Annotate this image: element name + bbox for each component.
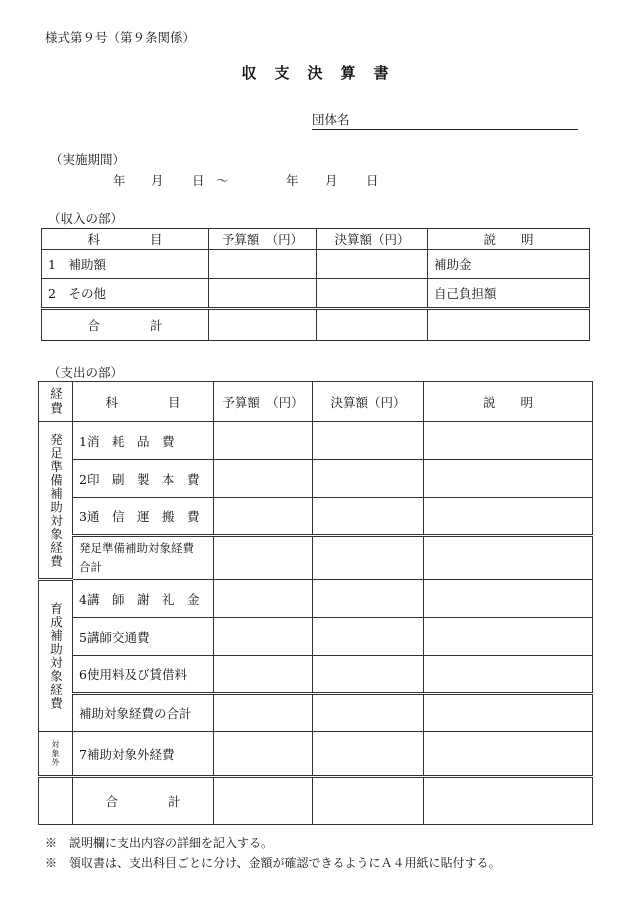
expense-header-row: [39, 382, 593, 422]
income-header-budget: 予算額 （円）: [209, 229, 317, 250]
expense-budget-cell[interactable]: [214, 580, 313, 618]
income-table: [41, 228, 590, 341]
expense-budget-cell[interactable]: [214, 732, 313, 777]
expense-item: 1消 耗 品 費: [73, 422, 214, 460]
expense-item: 2印 刷 製 本 費: [73, 460, 214, 498]
expense-header-explanation: 説 明: [424, 382, 593, 422]
group-label-preparation: 発足準備補助対象経費: [39, 422, 73, 580]
expense-explanation-cell[interactable]: [424, 656, 593, 694]
expense-header-settlement: 決算額（円）: [313, 382, 424, 422]
expense-row: [39, 656, 593, 694]
expense-table: [38, 381, 593, 825]
expense-row: [39, 460, 593, 498]
expense-subtotal-row: [39, 536, 593, 580]
start-month-label: 月: [151, 173, 164, 188]
expense-explanation-cell[interactable]: [424, 580, 593, 618]
expense-budget-cell[interactable]: [214, 618, 313, 656]
expense-total-settlement-cell[interactable]: [313, 777, 424, 825]
expense-header-category: 経費: [39, 382, 73, 422]
expense-item: 4講 師 謝 礼 金: [73, 580, 214, 618]
expense-item: 5講師交通費: [73, 618, 214, 656]
expense-header-budget: 予算額 （円）: [214, 382, 313, 422]
expense-subtotal-row: [39, 694, 593, 732]
income-settlement-cell[interactable]: [317, 250, 428, 279]
expense-header-item: 科 目: [73, 382, 214, 422]
group-label-development: 育成補助対象経費: [39, 580, 73, 732]
expense-budget-cell[interactable]: [214, 694, 313, 732]
expense-budget-cell[interactable]: [214, 536, 313, 580]
expense-budget-cell[interactable]: [214, 498, 313, 536]
income-item: 1 補助額: [42, 250, 209, 279]
end-day-label: 日: [366, 173, 379, 188]
organization-name-field[interactable]: [312, 110, 578, 130]
expense-row: [39, 498, 593, 536]
start-day-label: 日: [192, 173, 205, 188]
expense-explanation-cell[interactable]: [424, 460, 593, 498]
form-number: 様式第９号（第９条関係）: [45, 30, 196, 45]
expense-total-category-cell: [39, 777, 73, 825]
income-header-settlement: 決算額（円）: [317, 229, 428, 250]
expense-settlement-cell[interactable]: [313, 618, 424, 656]
income-explanation: 自己負担額: [428, 279, 590, 309]
document-title: 収支決算書: [241, 64, 407, 82]
expense-settlement-cell[interactable]: [313, 732, 424, 777]
organization-label: 団体名: [312, 112, 350, 127]
group-label-excluded: 対象外: [39, 732, 73, 777]
income-header-item: 科 目: [42, 229, 209, 250]
end-month-label: 月: [325, 173, 338, 188]
expense-total-label: 合 計: [73, 777, 214, 825]
expense-row: [39, 732, 593, 777]
expense-budget-cell[interactable]: [214, 656, 313, 694]
expense-item: 3通 信 運 搬 費: [73, 498, 214, 536]
income-item: 2 その他: [42, 279, 209, 309]
expense-item: 6使用料及び賃借料: [73, 656, 214, 694]
income-total-explanation-cell[interactable]: [428, 309, 590, 341]
expense-explanation-cell[interactable]: [424, 694, 593, 732]
expense-total-row: [39, 777, 593, 825]
income-budget-cell[interactable]: [209, 279, 317, 309]
period-tilde: ～: [216, 173, 229, 188]
expense-row: [39, 618, 593, 656]
income-total-row: [42, 309, 590, 341]
note-explanation: ※ 説明欄に支出内容の詳細を記入する。: [45, 836, 274, 850]
end-year-label: 年: [286, 173, 299, 188]
expense-explanation-cell[interactable]: [424, 618, 593, 656]
expense-settlement-cell[interactable]: [313, 498, 424, 536]
expense-explanation-cell[interactable]: [424, 498, 593, 536]
expense-row: [39, 580, 593, 618]
income-row: [42, 279, 590, 309]
expense-budget-cell[interactable]: [214, 460, 313, 498]
expense-total-explanation-cell[interactable]: [424, 777, 593, 825]
expense-budget-cell[interactable]: [214, 422, 313, 460]
expense-settlement-cell[interactable]: [313, 694, 424, 732]
expense-explanation-cell[interactable]: [424, 732, 593, 777]
expense-section-label: （支出の部）: [48, 365, 124, 380]
expense-row: [39, 422, 593, 460]
expense-settlement-cell[interactable]: [313, 580, 424, 618]
income-header-row: [42, 229, 590, 250]
income-settlement-cell[interactable]: [317, 279, 428, 309]
subtotal-label-preparation: 発足準備補助対象経費 合計: [73, 536, 214, 580]
income-header-explanation: 説 明: [428, 229, 590, 250]
expense-explanation-cell[interactable]: [424, 422, 593, 460]
income-row: [42, 250, 590, 279]
expense-settlement-cell[interactable]: [313, 422, 424, 460]
income-explanation: 補助金: [428, 250, 590, 279]
subtotal-label-development: 補助対象経費の合計: [73, 694, 214, 732]
start-year-label: 年: [113, 173, 126, 188]
income-total-settlement-cell[interactable]: [317, 309, 428, 341]
note-receipts: ※ 領収書は、支出科目ごとに分け、金額が確認できるようにＡ４用紙に貼付する。: [45, 856, 501, 870]
expense-settlement-cell[interactable]: [313, 536, 424, 580]
expense-item: 7補助対象外経費: [73, 732, 214, 777]
income-section-label: （収入の部）: [48, 211, 124, 226]
income-total-label: 合 計: [42, 309, 209, 341]
expense-explanation-cell[interactable]: [424, 536, 593, 580]
expense-settlement-cell[interactable]: [313, 460, 424, 498]
expense-total-budget-cell[interactable]: [214, 777, 313, 825]
expense-settlement-cell[interactable]: [313, 656, 424, 694]
income-budget-cell[interactable]: [209, 250, 317, 279]
income-total-budget-cell[interactable]: [209, 309, 317, 341]
period-label: （実施期間）: [50, 152, 126, 167]
